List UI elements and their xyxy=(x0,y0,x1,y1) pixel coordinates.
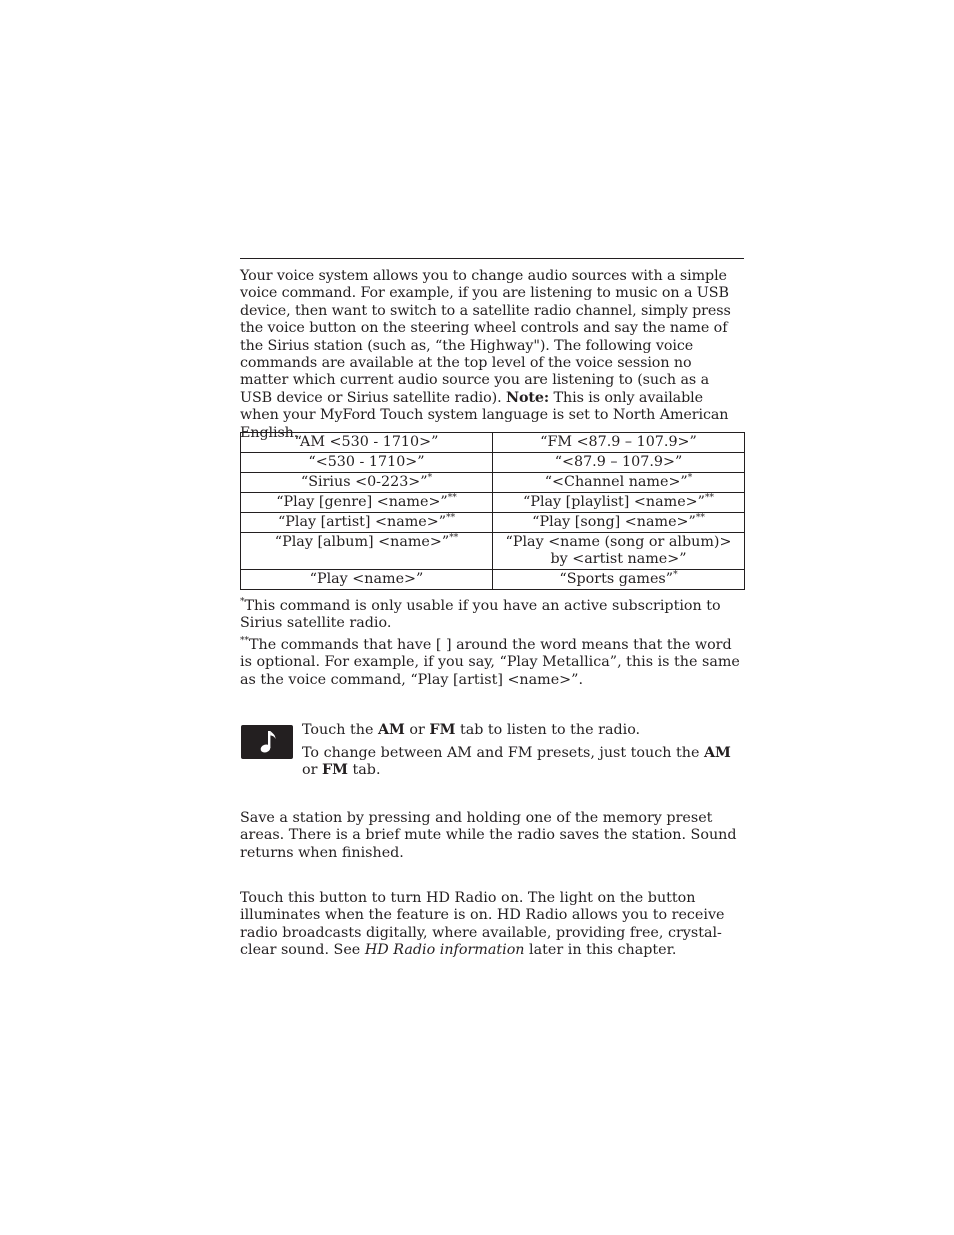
table-cell xyxy=(493,513,745,533)
command-text: “Play [album] <name>” xyxy=(274,534,450,550)
footnote-double xyxy=(240,637,744,689)
note-label: Note: xyxy=(506,389,550,406)
text: Touch this button to turn HD Radio on. The light on the button illuminates when the feature is on. HD Radio allows you to receive radio broadcasts digitally, where available, providing free, crystal-clear sound. See xyxy=(240,890,725,959)
intro-paragraph xyxy=(240,268,744,442)
text: tab. xyxy=(347,762,381,779)
command-text: “<87.9 – 107.9>” xyxy=(554,454,683,470)
command-text: “<Channel name>” xyxy=(544,474,688,490)
text: tab to listen to the radio. xyxy=(455,722,641,738)
footnote-single xyxy=(240,598,744,633)
table-cell xyxy=(493,433,745,453)
table-cell xyxy=(493,569,745,589)
command-text: “Sirius <0-223>” xyxy=(300,474,428,490)
footnote-mark: * xyxy=(427,473,433,483)
fm-label: FM xyxy=(429,722,456,738)
table-row xyxy=(241,533,745,570)
radio-tab-instruction xyxy=(302,722,742,739)
footnote-mark: ** xyxy=(449,533,459,543)
table-cell xyxy=(493,453,745,473)
table-cell xyxy=(241,453,493,473)
fm-label: FM xyxy=(322,762,348,779)
hd-radio-reference: HD Radio information xyxy=(364,942,525,959)
table-cell xyxy=(493,493,745,513)
table-row xyxy=(241,513,745,533)
footnote-mark: ** xyxy=(695,513,705,523)
table-row xyxy=(241,493,745,513)
table-cell xyxy=(493,533,745,570)
command-text: “Play [artist] <name>” xyxy=(277,514,447,530)
command-text: “AM <530 - 1710>” xyxy=(294,434,439,450)
table-cell xyxy=(241,433,493,453)
table-cell xyxy=(241,473,493,493)
save-station-paragraph: Save a station by pressing and holding one of the memory preset areas. There is a brief mute while the radio saves the station. Sound returns when finished. xyxy=(240,810,737,861)
footnote-mark: * xyxy=(687,473,693,483)
footnote-mark: ** xyxy=(240,636,249,646)
command-text: “Play <name (song or album)> by <artist name>” xyxy=(505,534,732,568)
command-text: “Play [genre] <name>” xyxy=(276,494,448,510)
table-cell xyxy=(241,513,493,533)
footnote-text: This command is only usable if you have an active subscription to Sirius satellite radio. xyxy=(240,598,721,632)
footnote-mark: * xyxy=(673,569,678,580)
note-text: This is only available when your MyFord Touch system language is set to North American English. xyxy=(240,389,729,441)
intro-text: Your voice system allows you to change audio sources with a simple voice command. For example, if you are listening to music on a USB device, then want to switch to a satellite radio channel, simply press the voice button on the steering wheel controls and say the name of the Sirius station (such as, “the Highway"). The following voice commands are available at the top level of the voice session no matter which current audio source you are listening to (such as a USB device or Sirius satellite radio). xyxy=(240,268,731,406)
footnote-mark: * xyxy=(240,597,245,607)
presets-instruction xyxy=(302,745,742,780)
command-text: “Play [playlist] <name>” xyxy=(523,494,705,510)
footnote-mark: ** xyxy=(447,493,457,503)
text: or xyxy=(302,762,322,779)
section-divider xyxy=(240,258,744,259)
hd-radio-paragraph xyxy=(240,890,744,960)
command-text: “Play <name>” xyxy=(309,570,424,587)
table-row xyxy=(241,569,745,589)
table-row xyxy=(241,433,745,453)
command-text: “Sports games” xyxy=(559,570,674,587)
text: To change between AM and FM presets, just touch the xyxy=(302,745,704,761)
table-row xyxy=(241,453,745,473)
command-text: “Play [song] <name>” xyxy=(532,514,696,530)
footnote-mark: ** xyxy=(446,513,456,523)
am-label: AM xyxy=(703,745,731,761)
table-cell xyxy=(241,533,493,570)
text: Touch the xyxy=(302,722,378,738)
table-cell xyxy=(493,473,745,493)
table-row xyxy=(241,473,745,493)
text: later in this chapter. xyxy=(524,942,677,959)
text: or xyxy=(404,722,430,738)
table-cell xyxy=(241,569,493,589)
footnote-text: The commands that have [ ] around the word means that the word is optional. For example, if you say, “Play Metallica”, this is the same as the voice command, “Play [artist] <name>”. xyxy=(240,637,740,688)
command-text: “FM <87.9 – 107.9>” xyxy=(540,434,697,450)
table-cell xyxy=(241,493,493,513)
music-note-icon xyxy=(241,725,293,759)
footnote-mark: ** xyxy=(704,493,714,503)
command-text: “<530 - 1710>” xyxy=(308,454,425,470)
voice-commands-table xyxy=(240,432,745,590)
am-label: AM xyxy=(377,722,405,738)
